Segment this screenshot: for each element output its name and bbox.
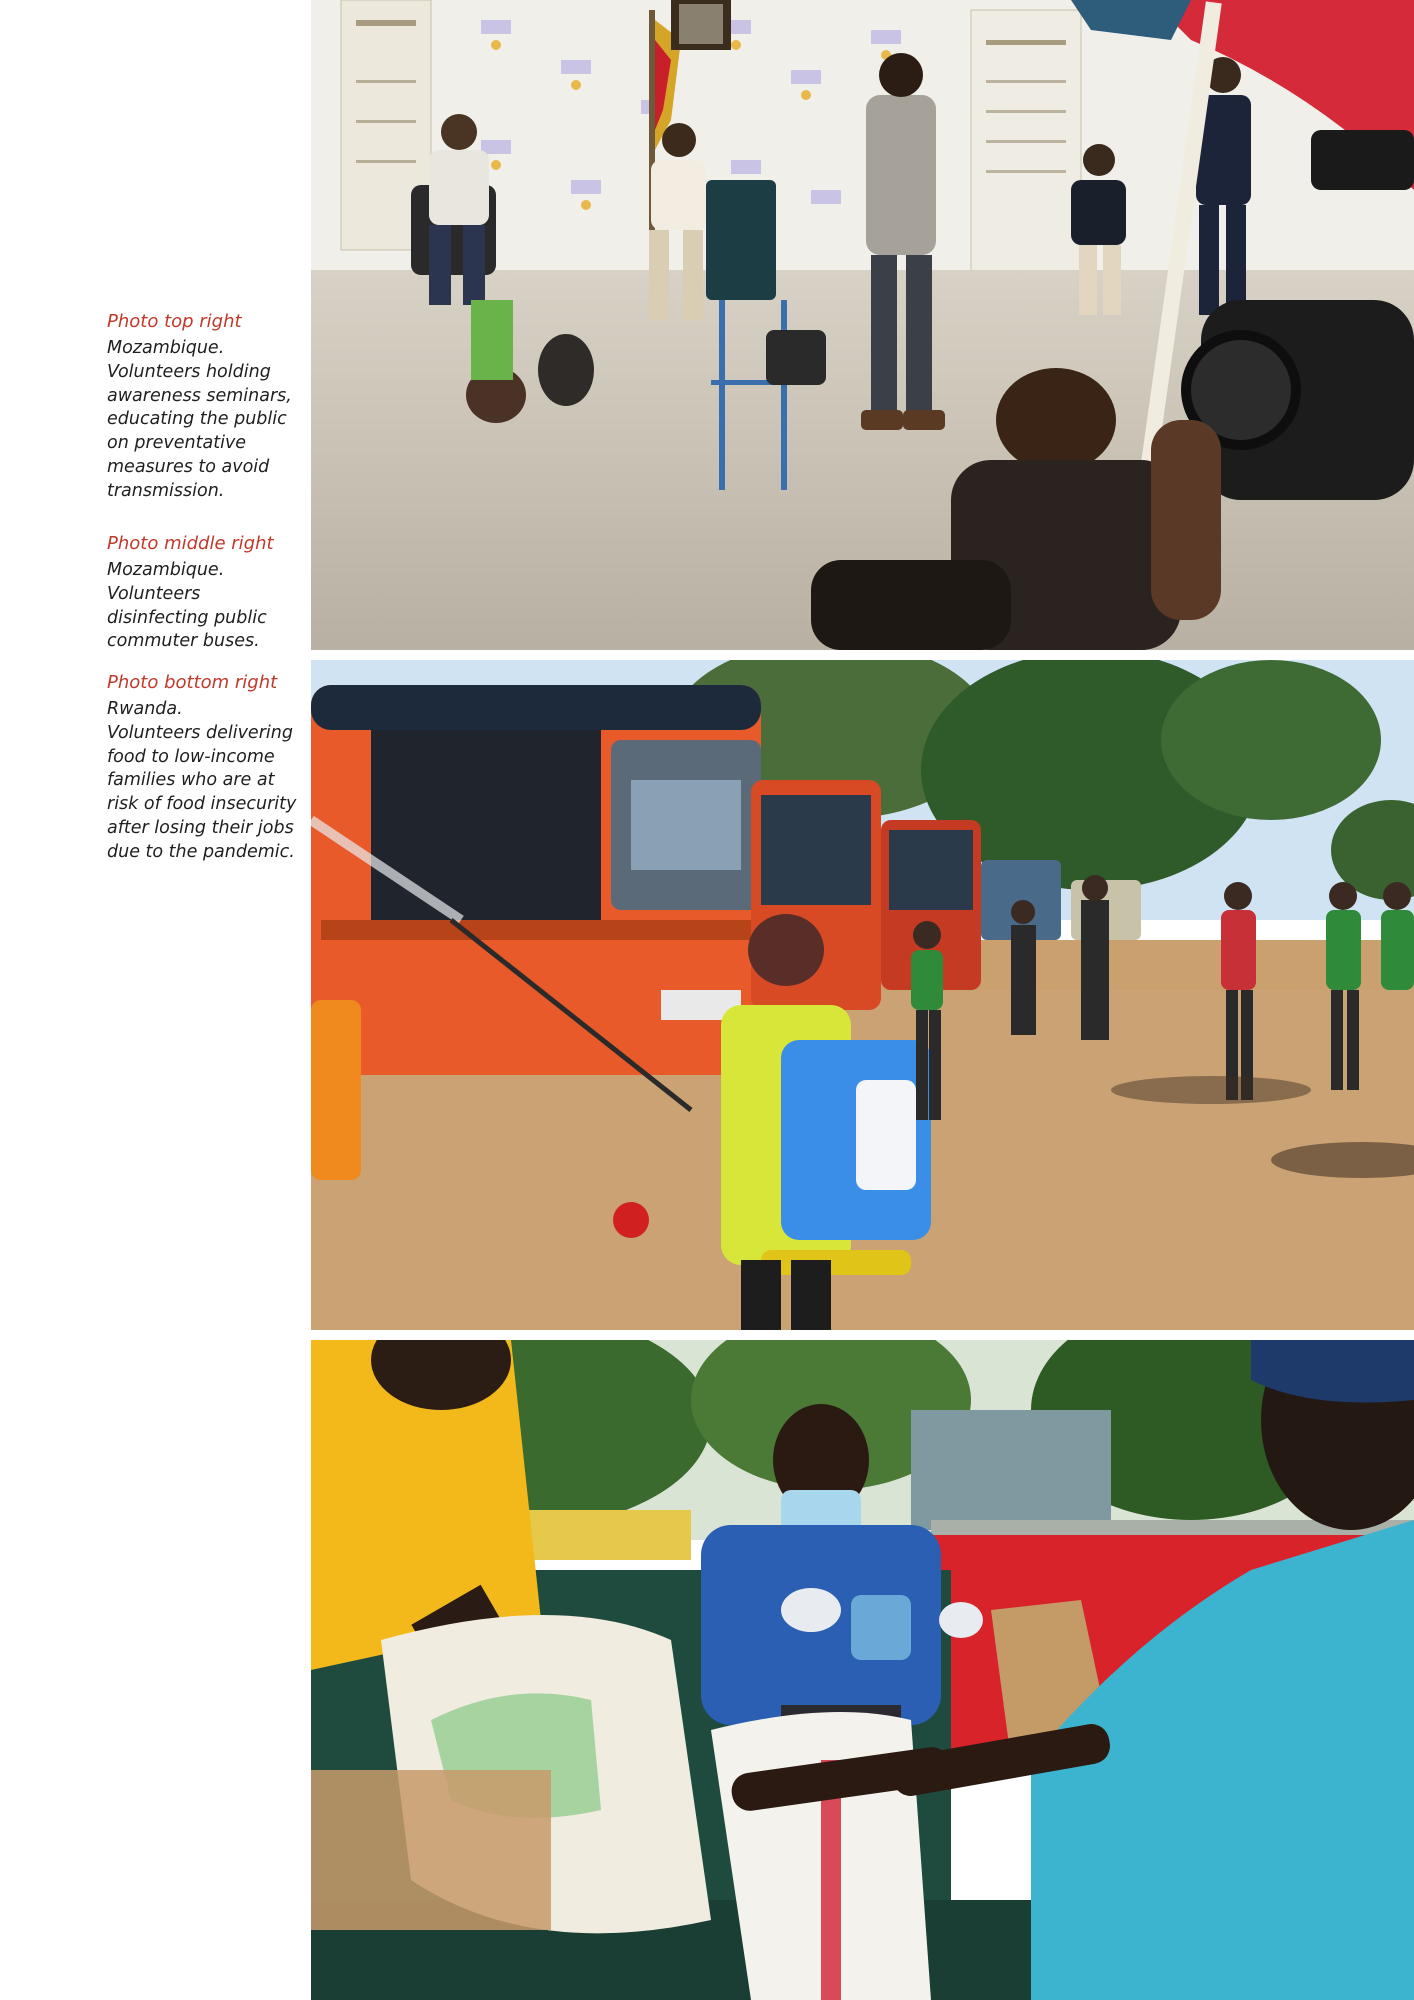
caption-middle <box>107 532 297 654</box>
caption-bottom-body <box>107 698 297 865</box>
caption-top-title: Photo top right <box>107 311 242 332</box>
photo-bottom-food-delivery <box>311 1340 1414 2000</box>
caption-bottom-line: after losing their jobs <box>107 817 294 838</box>
caption-bottom-title: Photo bottom right <box>107 672 278 693</box>
caption-middle-line: Mozambique. <box>107 560 225 580</box>
caption-top-line: Volunteers holding <box>107 361 271 382</box>
caption-top-line: transmission. <box>107 480 225 501</box>
caption-top-body <box>107 337 297 504</box>
caption-middle-line: disinfecting public <box>107 607 267 628</box>
caption-bottom-line: families who are at <box>107 770 275 791</box>
caption-bottom <box>107 671 297 865</box>
buses-illustration <box>311 660 1414 1330</box>
caption-top-line: Mozambique. <box>107 338 225 358</box>
caption-bottom-line: Rwanda. <box>107 699 183 719</box>
caption-top-line: on preventative <box>107 433 247 454</box>
caption-middle-line: commuter buses. <box>107 631 260 652</box>
caption-middle-title: Photo middle right <box>107 533 274 554</box>
caption-top-line: educating the public <box>107 409 287 430</box>
caption-bottom-line: food to low-income <box>107 746 275 767</box>
caption-middle-line: Volunteers <box>107 583 201 604</box>
caption-top-line: measures to avoid <box>107 456 270 477</box>
photo-middle-buses <box>311 660 1414 1330</box>
caption-bottom-line: risk of food insecurity <box>107 794 297 815</box>
seminar-illustration <box>311 0 1414 650</box>
photo-top-seminar <box>311 0 1414 650</box>
caption-top <box>107 310 297 504</box>
caption-middle-body <box>107 559 297 654</box>
food-delivery-illustration <box>311 1340 1414 2000</box>
caption-top-line: awareness seminars, <box>107 385 292 406</box>
caption-bottom-line: Volunteers delivering <box>107 722 293 743</box>
caption-bottom-line: due to the pandemic. <box>107 841 295 862</box>
